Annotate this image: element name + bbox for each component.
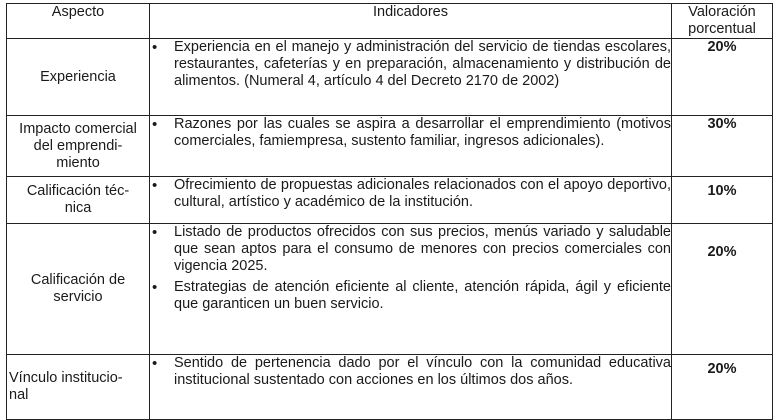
indicator-item: • Experiencia en el manejo y administración del servicio de tiendas escolares, restaurantes, cafeterías y en preparación, almacenamiento y distribución de alimentos. (Numeral 4, artículo 4 del Decreto 2170 de 2002) <box>150 39 671 90</box>
indicator-list <box>150 224 671 313</box>
percentage-cell: 20% <box>672 355 773 420</box>
table-row <box>7 116 773 177</box>
indicators-cell <box>150 39 672 116</box>
indicator-list <box>150 39 671 90</box>
indicator-item: • Estrategias de atención eficiente al cliente, atención rápida, ágil y eficiente que garanticen un buen servicio. <box>150 279 671 313</box>
aspect-cell <box>7 224 150 355</box>
table-row <box>7 177 773 224</box>
indicator-item: • Razones por las cuales se aspira a desarrollar el emprendimiento (motivos comerciales, famiempresa, sustento familiar, ingresos adicionales). <box>150 116 671 150</box>
table-header-row <box>7 4 773 39</box>
aspect-label-line: miento <box>56 154 100 171</box>
table-row <box>7 39 773 116</box>
indicators-cell <box>150 355 672 420</box>
indicator-list <box>150 177 671 211</box>
aspect-label-line: del emprendi- <box>33 137 123 154</box>
aspect-cell <box>7 39 150 116</box>
aspect-label-line: Vínculo institucio- <box>9 370 123 386</box>
header-valoracion <box>672 4 773 39</box>
indicators-cell <box>150 177 672 224</box>
aspect-cell <box>7 177 150 224</box>
aspect-cell <box>7 116 150 177</box>
table-row <box>7 355 773 420</box>
table-row <box>7 224 773 355</box>
indicators-cell <box>150 116 672 177</box>
aspect-cell <box>7 355 150 420</box>
header-valoracion-line2: porcentual <box>688 21 756 37</box>
header-aspecto: Aspecto <box>7 4 150 39</box>
aspect-label-line: Calificación téc- <box>26 183 130 199</box>
indicator-item: • Listado de productos ofrecidos con sus precios, menús variado y saludable que sean aptos para el consumo de menores con precios comerciales con vigencia 2025. <box>150 224 671 275</box>
aspect-label: Experiencia <box>40 68 116 85</box>
header-indicadores: Indicadores <box>150 4 672 39</box>
indicator-item: • Ofrecimiento de propuestas adicionales relacionados con el apoyo deportivo, cultural, artístico y académico de la institución. <box>150 177 671 211</box>
aspect-label-line: nal <box>9 387 29 403</box>
aspect-label-line: nica <box>64 200 92 216</box>
percentage-cell: 30% <box>672 116 773 177</box>
percentage-cell: 10% <box>672 177 773 224</box>
percentage-cell: 20% <box>672 224 773 355</box>
indicator-list <box>150 116 671 150</box>
aspect-label-line: servicio <box>53 289 103 305</box>
evaluation-criteria-table <box>6 3 773 420</box>
indicator-item: • Sentido de pertenencia dado por el vínculo con la comunidad educativa institucional sustentado con acciones en los últimos dos años. <box>150 355 671 389</box>
header-valoracion-line1: Valoración <box>688 4 756 20</box>
indicators-cell <box>150 224 672 355</box>
indicator-list <box>150 355 671 389</box>
aspect-label-line: Impacto comercial <box>19 120 137 137</box>
aspect-label-line: Calificación de <box>30 272 126 288</box>
percentage-cell: 20% <box>672 39 773 116</box>
